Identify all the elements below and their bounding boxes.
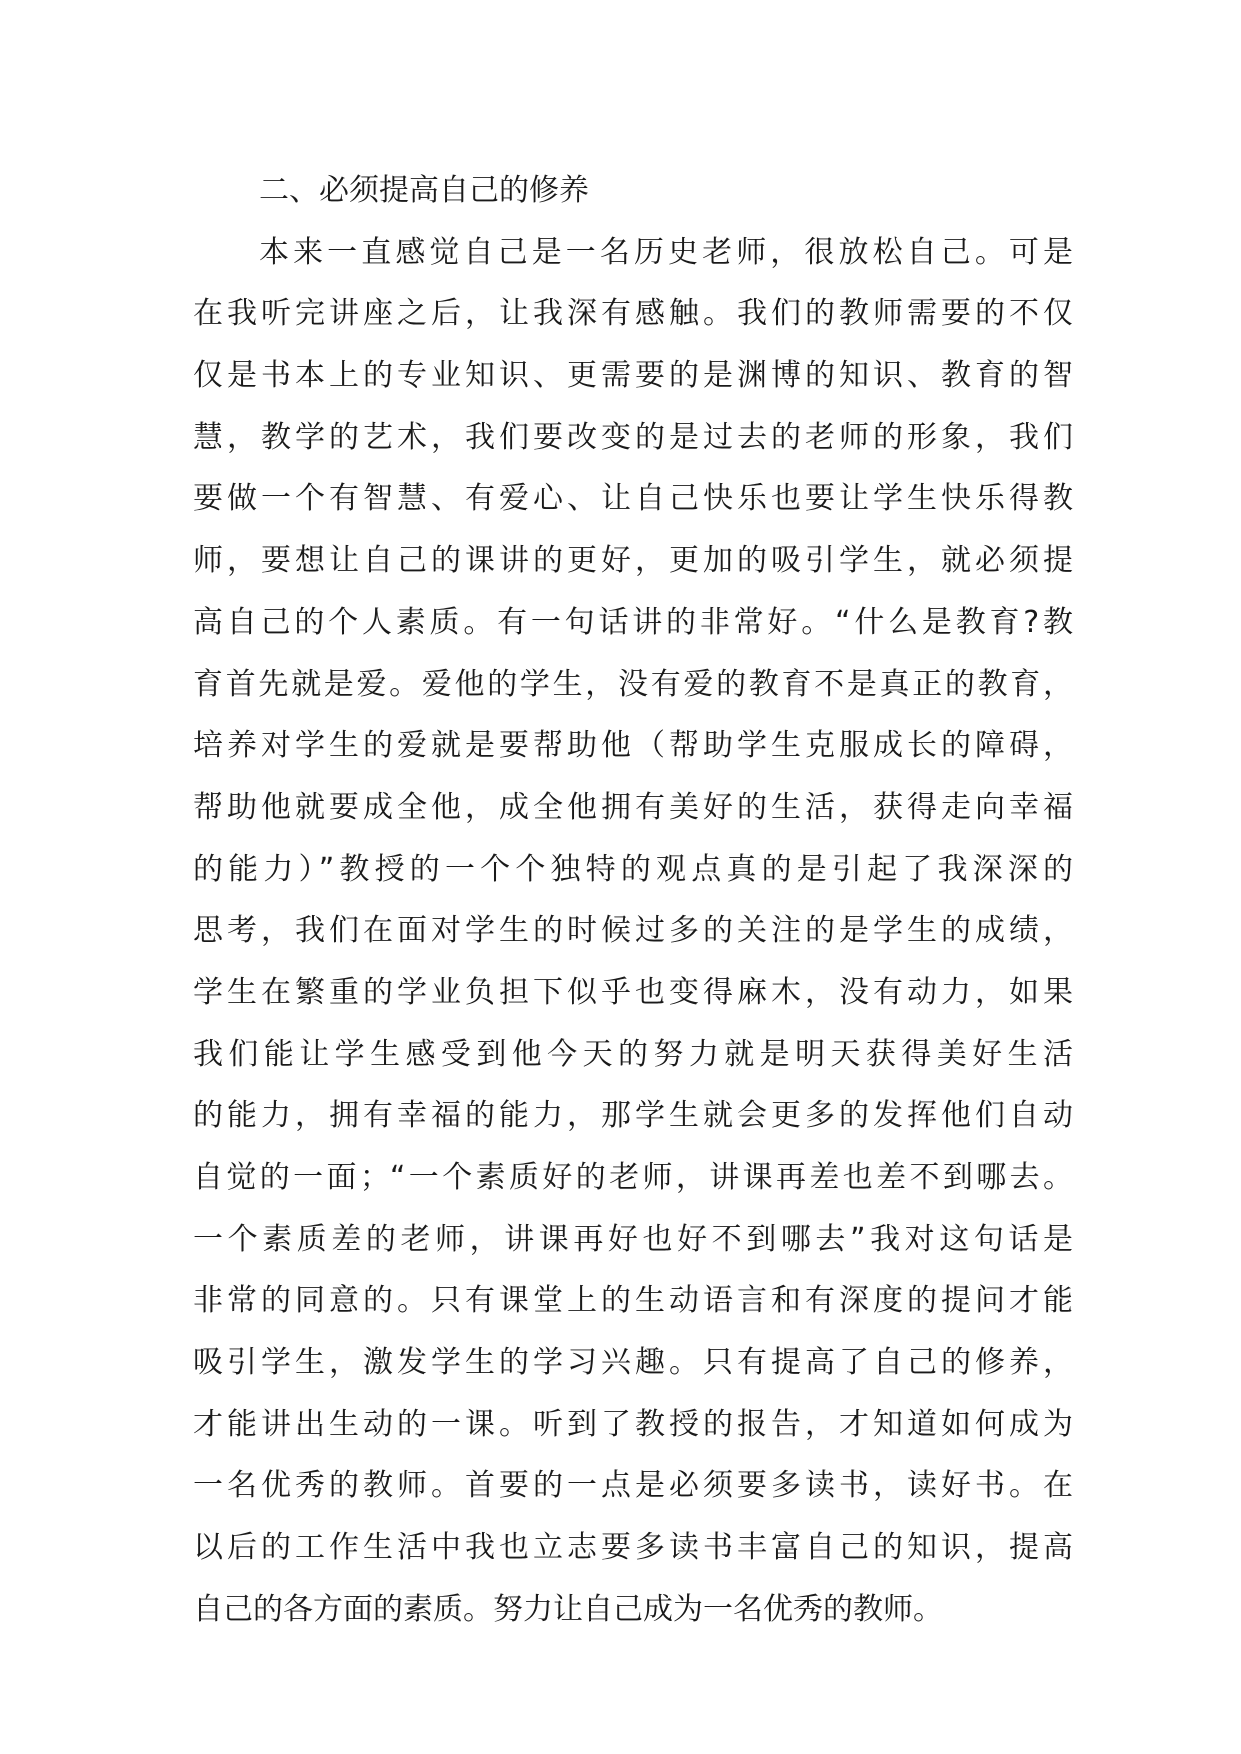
paragraph-line: 学生在繁重的学业负担下似乎也变得麻木，没有动力，如果	[193, 974, 1073, 1010]
paragraph-line: 在我听完讲座之后，让我深有感触。我们的教师需要的不仅	[193, 296, 1073, 332]
paragraph-line: 的能力）”教授的一个个独特的观点真的是引起了我深深的	[193, 851, 1073, 887]
paragraph-line: 一名优秀的教师。首要的一点是必须要多读书，读好书。在	[193, 1468, 1073, 1504]
paragraph-line: 要做一个有智慧、有爱心、让自己快乐也要让学生快乐得教	[193, 481, 1073, 517]
paragraph-line: 自觉的一面；“一个素质好的老师，讲课再差也差不到哪去。	[193, 1160, 1073, 1195]
paragraph-line: 的能力，拥有幸福的能力，那学生就会更多的发挥他们自动	[193, 1098, 1073, 1134]
paragraph-line: 吸引学生，激发学生的学习兴趣。只有提高了自己的修养，	[193, 1345, 1073, 1381]
paragraph-line: 非常的同意的。只有课堂上的生动语言和有深度的提问才能	[193, 1283, 1073, 1319]
document-body	[193, 160, 1073, 1641]
paragraph-line: 才能讲出生动的一课。听到了教授的报告，才知道如何成为	[193, 1406, 1073, 1442]
paragraph-line: 仅是书本上的专业知识、更需要的是渊博的知识、教育的智	[193, 358, 1073, 394]
paragraph-line: 高自己的个人素质。有一句话讲的非常好。“什么是教育?教	[193, 604, 1073, 640]
paragraph-line: 思考，我们在面对学生的时候过多的关注的是学生的成绩，	[193, 913, 1073, 949]
paragraph-line: 以后的工作生活中我也立志要多读书丰富自己的知识，提高	[193, 1530, 1073, 1566]
paragraph-line: 育首先就是爱。爱他的学生，没有爱的教育不是真正的教育，	[193, 666, 1073, 702]
paragraph-line: 一个素质差的老师，讲课再好也好不到哪去”我对这句话是	[193, 1221, 1073, 1257]
paragraph-line: 我们能让学生感受到他今天的努力就是明天获得美好生活	[193, 1036, 1073, 1072]
paragraph-line: 师，要想让自己的课讲的更好，更加的吸引学生，就必须提	[193, 543, 1073, 579]
paragraph-line: 培养对学生的爱就是要帮助他（帮助学生克服成长的障碍，	[193, 728, 1073, 764]
paragraph-line: 本来一直感觉自己是一名历史老师，很放松自己。可是	[259, 234, 1073, 270]
paragraph-line: 帮助他就要成全他，成全他拥有美好的生活，获得走向幸福	[193, 789, 1073, 825]
section-heading: 二、必须提高自己的修养	[259, 173, 589, 208]
paragraph-line: 慧，教学的艺术，我们要改变的是过去的老师的形象，我们	[193, 419, 1073, 455]
paragraph-line: 自己的各方面的素质。努力让自己成为一名优秀的教师。	[193, 1591, 943, 1627]
